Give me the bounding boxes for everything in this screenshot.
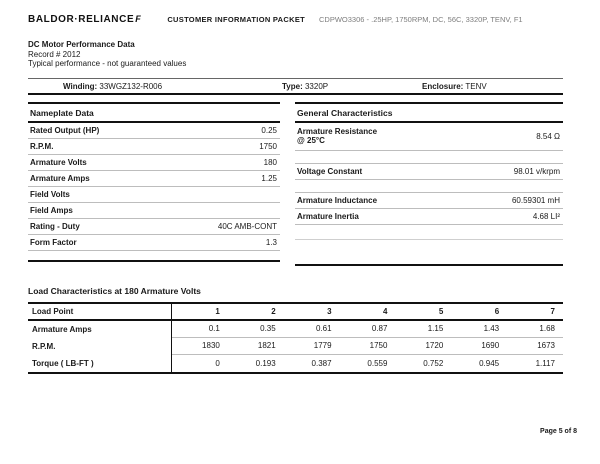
load-cell: 1830 bbox=[172, 338, 228, 355]
row-value: 4.68 LI² bbox=[532, 211, 560, 221]
load-cell: 1.117 bbox=[535, 358, 555, 368]
table-row bbox=[28, 187, 280, 203]
row-label-line1: Armature Resistance bbox=[297, 127, 378, 136]
table-row bbox=[295, 209, 563, 225]
load-row-label: Torque ( LB-FT ) bbox=[28, 355, 172, 372]
logo-flag-mark: F bbox=[135, 14, 142, 24]
page-number: Page 5 of 8 bbox=[540, 428, 577, 435]
load-cell: 0.87 bbox=[340, 321, 396, 338]
load-col-header: 5 bbox=[395, 304, 451, 321]
logo-text: BALDOR·RELIANCE bbox=[28, 14, 135, 25]
info-bar bbox=[28, 78, 563, 95]
load-col-header: 1 bbox=[172, 304, 228, 321]
general-footer-rule bbox=[295, 255, 563, 266]
load-cell: 0.35 bbox=[228, 321, 284, 338]
row-value: 98.01 v/krpm bbox=[513, 166, 560, 176]
nameplate-table bbox=[28, 102, 280, 266]
load-cell: 1.15 bbox=[395, 321, 451, 338]
row-value: 8.54 Ω bbox=[536, 131, 560, 141]
load-cell: 1779 bbox=[284, 338, 340, 355]
nameplate-header: Nameplate Data bbox=[28, 102, 280, 123]
row-label: R.P.M. bbox=[30, 141, 54, 151]
table-row bbox=[28, 139, 280, 155]
table-row bbox=[28, 171, 280, 187]
row-label: Armature Inertia bbox=[297, 211, 359, 221]
load-cell: 1673 bbox=[507, 338, 563, 355]
load-cell: 0.1 bbox=[172, 321, 228, 338]
load-cell: 1.43 bbox=[451, 321, 507, 338]
table-row bbox=[28, 219, 280, 235]
load-cell: 0.945 bbox=[479, 358, 500, 368]
row-label bbox=[297, 127, 377, 145]
two-column-area bbox=[28, 102, 563, 266]
row-value: 180 bbox=[263, 157, 277, 167]
performance-note: Typical performance - not guaranteed values bbox=[28, 59, 187, 68]
table-row bbox=[295, 164, 563, 180]
load-cell: 0.193 bbox=[255, 358, 276, 368]
type-info bbox=[282, 82, 328, 91]
record-number: Record # 2012 bbox=[28, 49, 81, 59]
packet-title: CUSTOMER INFORMATION PACKET bbox=[167, 15, 306, 24]
load-row-label: Armature Amps bbox=[28, 321, 172, 338]
load-col-header: 2 bbox=[228, 304, 284, 321]
type-label: Type: bbox=[282, 82, 303, 91]
table-row bbox=[28, 155, 280, 171]
load-cell: 1.68 bbox=[507, 321, 563, 338]
load-cell: 0.387 bbox=[311, 358, 332, 368]
row-label: Form Factor bbox=[30, 237, 77, 247]
table-row bbox=[28, 235, 280, 251]
load-cell: 0.559 bbox=[367, 358, 388, 368]
table-row bbox=[28, 203, 280, 219]
load-row-label: R.P.M. bbox=[28, 338, 172, 355]
winding-label: Winding: bbox=[63, 82, 98, 91]
spacer-row bbox=[295, 151, 563, 164]
load-col-header: 4 bbox=[340, 304, 396, 321]
row-label: Armature Amps bbox=[30, 173, 90, 183]
empty-row bbox=[295, 240, 563, 255]
row-label: Rating - Duty bbox=[30, 221, 80, 231]
load-col-header: 6 bbox=[451, 304, 507, 321]
general-characteristics-table bbox=[295, 102, 563, 266]
row-label: Field Amps bbox=[30, 205, 73, 215]
row-label: Rated Output (HP) bbox=[30, 125, 100, 135]
load-col-header: 3 bbox=[284, 304, 340, 321]
row-value: 1750 bbox=[259, 141, 277, 151]
general-header: General Characteristics bbox=[295, 102, 563, 123]
load-cell: 1690 bbox=[451, 338, 507, 355]
nameplate-footer-rule bbox=[28, 251, 280, 262]
row-value: 60.59301 mH bbox=[511, 195, 560, 205]
row-label-line2: @ 25°C bbox=[297, 136, 325, 145]
title-block bbox=[28, 40, 563, 69]
winding-value: 33WGZ132-R006 bbox=[99, 82, 163, 91]
load-section-title: Load Characteristics at 180 Armature Volts bbox=[28, 285, 201, 296]
enclosure-label: Enclosure: bbox=[422, 82, 464, 91]
row-value: 1.3 bbox=[265, 237, 277, 247]
load-col-header: 7 bbox=[507, 304, 563, 321]
row-value: 40C AMB-CONT bbox=[217, 221, 277, 231]
baldor-reliance-logo bbox=[28, 14, 141, 25]
load-corner-label: Load Point bbox=[28, 304, 172, 321]
row-label: Armature Volts bbox=[30, 157, 87, 167]
enclosure-info bbox=[422, 82, 487, 91]
table-row bbox=[295, 123, 563, 151]
doc-title: DC Motor Performance Data bbox=[28, 40, 135, 49]
row-value: 0.25 bbox=[261, 125, 277, 135]
row-label: Armature Inductance bbox=[297, 195, 378, 205]
load-characteristics-table bbox=[28, 302, 563, 374]
load-cell: 0.61 bbox=[284, 321, 340, 338]
load-cell: 0 bbox=[215, 358, 220, 368]
table-row bbox=[28, 123, 280, 139]
load-cell: 1821 bbox=[228, 338, 284, 355]
load-cell: 0.752 bbox=[423, 358, 444, 368]
row-label: Voltage Constant bbox=[297, 166, 363, 176]
load-cell: 1720 bbox=[395, 338, 451, 355]
winding-info bbox=[63, 82, 162, 91]
spacer-row bbox=[295, 180, 563, 193]
packet-code: CDPWO3306 - .25HP, 1750RPM, DC, 56C, 3320P, TENV, F1 bbox=[319, 15, 523, 24]
row-label: Field Volts bbox=[30, 189, 70, 199]
header bbox=[28, 14, 563, 25]
load-cell: 1750 bbox=[340, 338, 396, 355]
enclosure-value: TENV bbox=[465, 82, 487, 91]
table-row bbox=[295, 193, 563, 209]
row-value: 1.25 bbox=[261, 173, 277, 183]
type-value: 3320P bbox=[304, 82, 329, 91]
empty-row bbox=[295, 225, 563, 240]
